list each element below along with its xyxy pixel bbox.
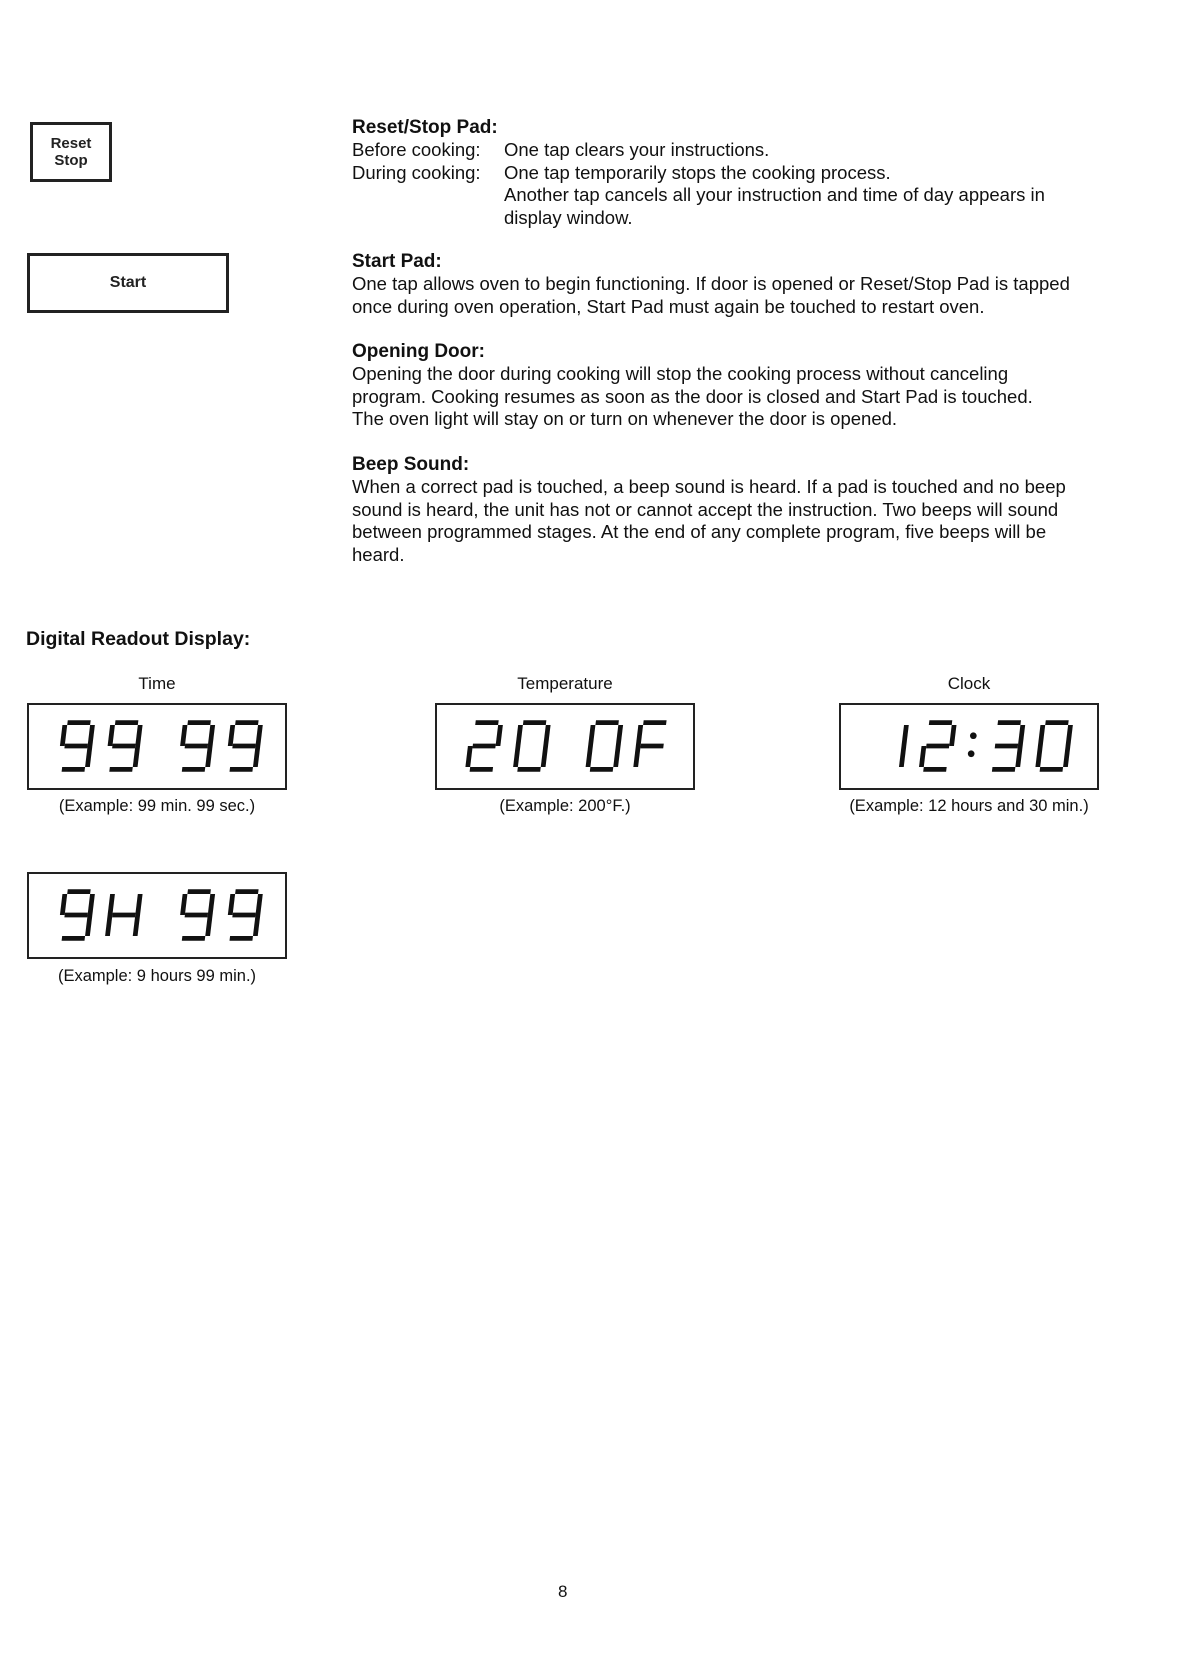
digit-segment — [205, 915, 212, 936]
digit-segment — [185, 913, 208, 918]
temperature-caption: (Example: 200°F.) — [499, 797, 631, 815]
before-cooking-label: Before cooking: — [352, 139, 481, 160]
time-display — [27, 703, 287, 790]
reset-stop-pad — [30, 122, 112, 182]
digit-segment — [205, 746, 212, 767]
door-line: Opening the door during cooking will stop the cooking process without canceling — [352, 363, 1009, 384]
door-section — [352, 340, 1108, 431]
start-line: One tap allows oven to begin functioning. If door is opened or Reset/Stop Pad is tapped — [352, 273, 1070, 294]
beep-title: Beep Sound: — [352, 454, 470, 475]
digit-segment — [60, 894, 67, 915]
digit-segment — [85, 915, 92, 936]
digit-segment — [541, 746, 548, 767]
digit-segment — [67, 889, 90, 894]
colon-dot — [970, 732, 977, 739]
hours-readout — [29, 874, 285, 957]
digit-segment — [640, 744, 663, 749]
digit-segment — [232, 913, 255, 918]
digit-segment — [135, 725, 142, 746]
digit-segment — [182, 767, 205, 772]
reset-stop-title: Reset/Stop Pad: — [352, 117, 498, 138]
clock-readout — [841, 705, 1097, 788]
beep-line: When a correct pad is touched, a beep sound is heard. If a pad is touched and no beep — [352, 476, 1066, 497]
during-cooking-more-2: display window. — [504, 206, 633, 228]
before-cooking-text: One tap clears your instructions. — [504, 139, 770, 160]
beep-section — [352, 453, 1108, 566]
digit-segment — [208, 894, 215, 915]
during-cooking-more-1: Another tap cancels all your instruction and time of day appears in — [504, 184, 1045, 205]
digit-segment — [180, 894, 187, 915]
digit-segment — [995, 744, 1018, 749]
temperature-readout — [437, 705, 693, 788]
temperature-display — [435, 703, 695, 790]
digit-segment — [1035, 746, 1042, 767]
digit-segment — [230, 767, 253, 772]
digit-segment — [923, 767, 946, 772]
colon-dot — [968, 750, 975, 757]
digit-segment — [1038, 725, 1045, 746]
digit-segment — [135, 894, 142, 915]
digit-segment — [636, 725, 643, 746]
temperature-label: Temperature — [517, 674, 613, 693]
digit-segment — [949, 725, 956, 746]
start-pad — [27, 253, 229, 313]
digit-segment — [64, 744, 87, 749]
digit-segment — [1063, 746, 1070, 767]
digit-segment — [235, 720, 258, 725]
digital-readout-heading: Digital Readout Display: — [26, 628, 251, 650]
page-number: 8 — [558, 1582, 568, 1601]
digit-segment — [108, 725, 115, 746]
digit-segment — [588, 725, 595, 746]
time-label: Time — [138, 674, 176, 693]
digit-segment — [62, 767, 85, 772]
digit-segment — [595, 720, 618, 725]
digit-segment — [472, 744, 495, 749]
reset-stop-section — [352, 116, 1108, 229]
digit-segment — [62, 936, 85, 941]
digit-segment — [133, 915, 140, 936]
digit-segment — [513, 746, 520, 767]
digit-segment — [470, 767, 493, 772]
digit-segment — [616, 725, 623, 746]
beep-line: sound is heard, the unit has not or cannot accept the instruction. Two beeps will sound — [352, 498, 1059, 520]
hours-caption: (Example: 9 hours 99 min.) — [57, 967, 257, 985]
digit-segment — [60, 725, 67, 746]
digit-segment — [1018, 725, 1025, 746]
digit-segment — [108, 894, 115, 915]
clock-caption: (Example: 12 hours and 30 min.) — [849, 797, 1089, 815]
digit-segment — [228, 894, 235, 915]
digit-segment — [613, 746, 620, 767]
door-title: Opening Door: — [352, 341, 485, 362]
hours-display — [27, 872, 287, 959]
digit-segment — [133, 746, 140, 767]
during-cooking-text: One tap temporarily stops the cooking process. — [504, 161, 891, 183]
beep-line: between programmed stages. At the end of any complete program, five beeps will be — [352, 521, 1047, 542]
digit-segment — [112, 913, 135, 918]
digit-segment — [523, 720, 546, 725]
digit-segment — [517, 767, 540, 772]
reset-stop-pad-line2: Stop — [54, 152, 88, 169]
digit-segment — [543, 725, 550, 746]
start-title: Start Pad: — [352, 251, 442, 272]
clock-label: Clock — [947, 674, 991, 693]
digit-segment — [88, 725, 95, 746]
digit-segment — [926, 744, 949, 749]
beep-line: heard. — [352, 543, 405, 565]
digit-segment — [109, 767, 132, 772]
digit-segment — [929, 720, 952, 725]
digit-segment — [85, 746, 92, 767]
during-cooking-label: During cooking: — [352, 161, 481, 183]
digit-segment — [228, 725, 235, 746]
digit-segment — [187, 889, 210, 894]
door-line: program. Cooking resumes as soon as the door is closed and Start Pad is touched. — [352, 385, 1033, 407]
start-section — [352, 250, 1108, 318]
digit-segment — [496, 725, 503, 746]
digit-segment — [1066, 725, 1073, 746]
digit-segment — [1015, 746, 1022, 767]
reset-stop-pad-line1: Reset — [50, 135, 92, 152]
digit-segment — [253, 746, 260, 767]
digit-segment — [475, 720, 498, 725]
digit-segment — [899, 746, 906, 767]
digit-segment — [1040, 767, 1063, 772]
digit-segment — [901, 725, 908, 746]
digit-segment — [465, 746, 472, 767]
digit-segment — [232, 744, 255, 749]
start-pad-label: Start — [109, 274, 147, 291]
start-line: once during oven operation, Start Pad must again be touched to restart oven. — [352, 295, 985, 317]
digit-segment — [208, 725, 215, 746]
time-readout — [29, 705, 285, 788]
time-caption: (Example: 99 min. 99 sec.) — [58, 797, 256, 815]
digit-segment — [115, 720, 138, 725]
digit-segment — [187, 720, 210, 725]
digit-segment — [67, 720, 90, 725]
digit-segment — [88, 894, 95, 915]
digit-segment — [255, 894, 262, 915]
digit-segment — [586, 746, 593, 767]
digit-segment — [230, 936, 253, 941]
digit-segment — [919, 746, 926, 767]
clock-display — [839, 703, 1099, 790]
digit-segment — [253, 915, 260, 936]
digit-segment — [64, 913, 87, 918]
digit-segment — [235, 889, 258, 894]
digit-segment — [516, 725, 523, 746]
digit-segment — [255, 725, 262, 746]
door-line: The oven light will stay on or turn on whenever the door is opened. — [352, 408, 898, 429]
digit-segment — [1045, 720, 1068, 725]
digit-segment — [182, 936, 205, 941]
digit-segment — [643, 720, 666, 725]
digit-segment — [998, 720, 1021, 725]
digit-segment — [633, 746, 640, 767]
digit-segment — [992, 767, 1015, 772]
digit-segment — [112, 744, 135, 749]
digit-segment — [180, 725, 187, 746]
digit-segment — [105, 915, 112, 936]
digit-segment — [185, 744, 208, 749]
digit-segment — [590, 767, 613, 772]
